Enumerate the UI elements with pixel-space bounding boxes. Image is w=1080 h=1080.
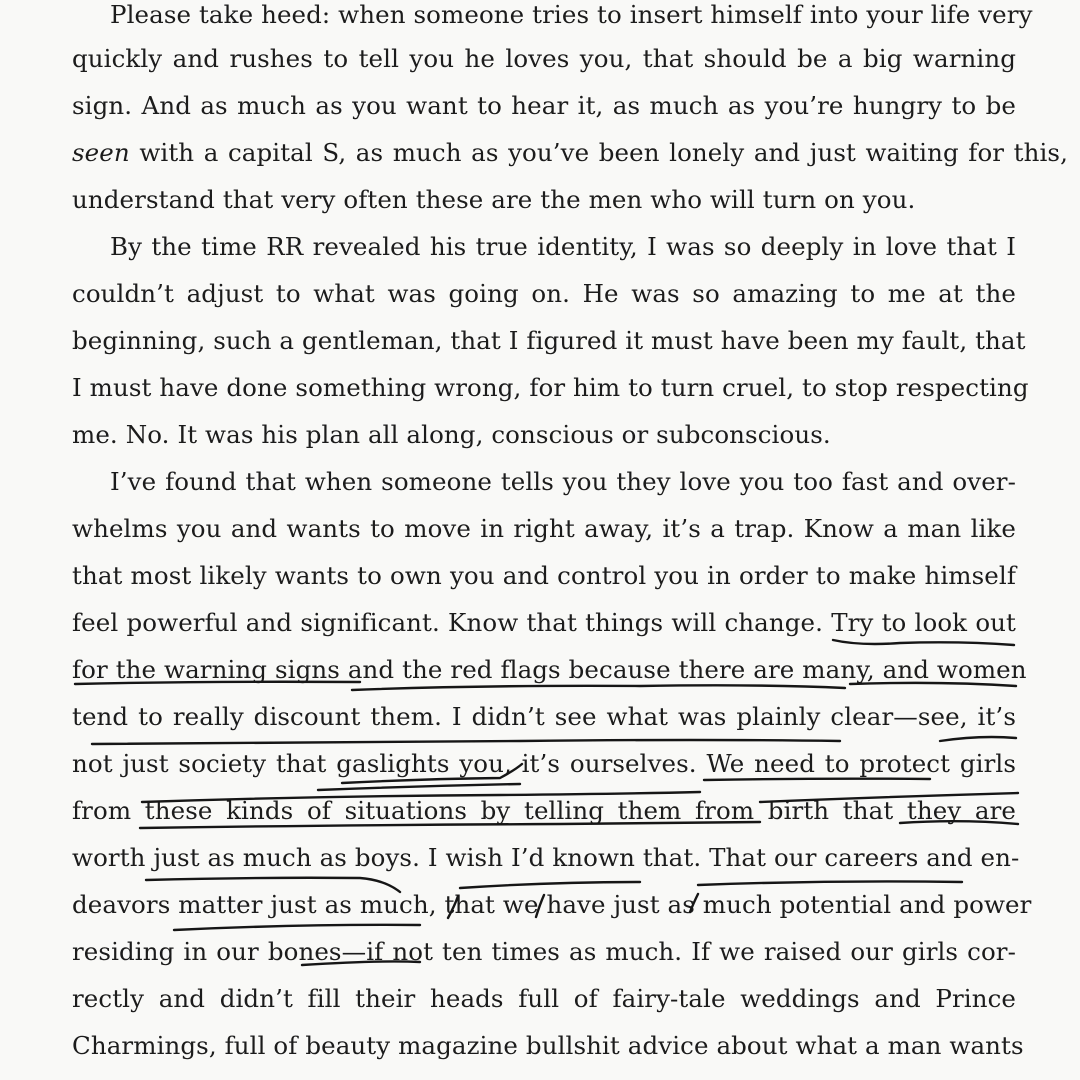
italic-word: seen <box>72 138 130 167</box>
text-line: that most likely wants to own you and control you in order to make himself <box>72 561 1016 590</box>
text-line: Please take heed: when someone tries to insert himself into your life very <box>110 0 1033 29</box>
text-line: whelms you and wants to move in right away, it’s a trap. Know a man like <box>72 514 1016 543</box>
text-line: worth just as much as boys. I wish I’d known that. That our careers and en- <box>72 843 1020 872</box>
text-line: couldn’t adjust to what was going on. He was so amazing to me at the <box>72 279 1016 308</box>
text-line: feel powerful and significant. Know that things will change. Try to look out <box>72 608 1016 637</box>
text-line: understand that very often these are the men who will turn on you. <box>72 185 916 214</box>
text-line: quickly and rushes to tell you he loves you, that should be a big warning <box>72 44 1016 73</box>
text-line: deavors matter just as much, that we have just as much potential and power <box>72 890 1032 919</box>
text-line: for the warning signs and the red flags because there are many, and women <box>72 655 1027 684</box>
text-line <box>72 138 1068 178</box>
text-line: sign. And as much as you want to hear it, as much as you’re hungry to be <box>72 91 1016 120</box>
text-line: tend to really discount them. I didn’t see what was plainly clear—see, it’s <box>72 702 1016 731</box>
text-line: By the time RR revealed his true identity, I was so deeply in love that I <box>110 232 1016 261</box>
text-line: I’ve found that when someone tells you they love you too fast and over- <box>110 467 1016 496</box>
text-line: from these kinds of situations by telling them from birth that they are <box>72 796 1016 825</box>
text-line: rectly and didn’t fill their heads full of fairy-tale weddings and Prince <box>72 984 1016 1013</box>
text-line: residing in our bones—if not ten times as much. If we raised our girls cor- <box>72 937 1016 966</box>
text-line: I must have done something wrong, for him to turn cruel, to stop respecting <box>72 373 1029 402</box>
text-line: beginning, such a gentleman, that I figured it must have been my fault, that <box>72 326 1026 355</box>
text-line: Charmings, full of beauty magazine bullshit advice about what a man wants <box>72 1031 1024 1060</box>
text-line: me. No. It was his plan all along, conscious or subconscious. <box>72 420 831 449</box>
text-line: not just society that gaslights you, it’s ourselves. We need to protect girls <box>72 749 1016 778</box>
text-line-rest: with a capital S, as much as you’ve been lonely and just waiting for this, <box>129 138 1068 167</box>
